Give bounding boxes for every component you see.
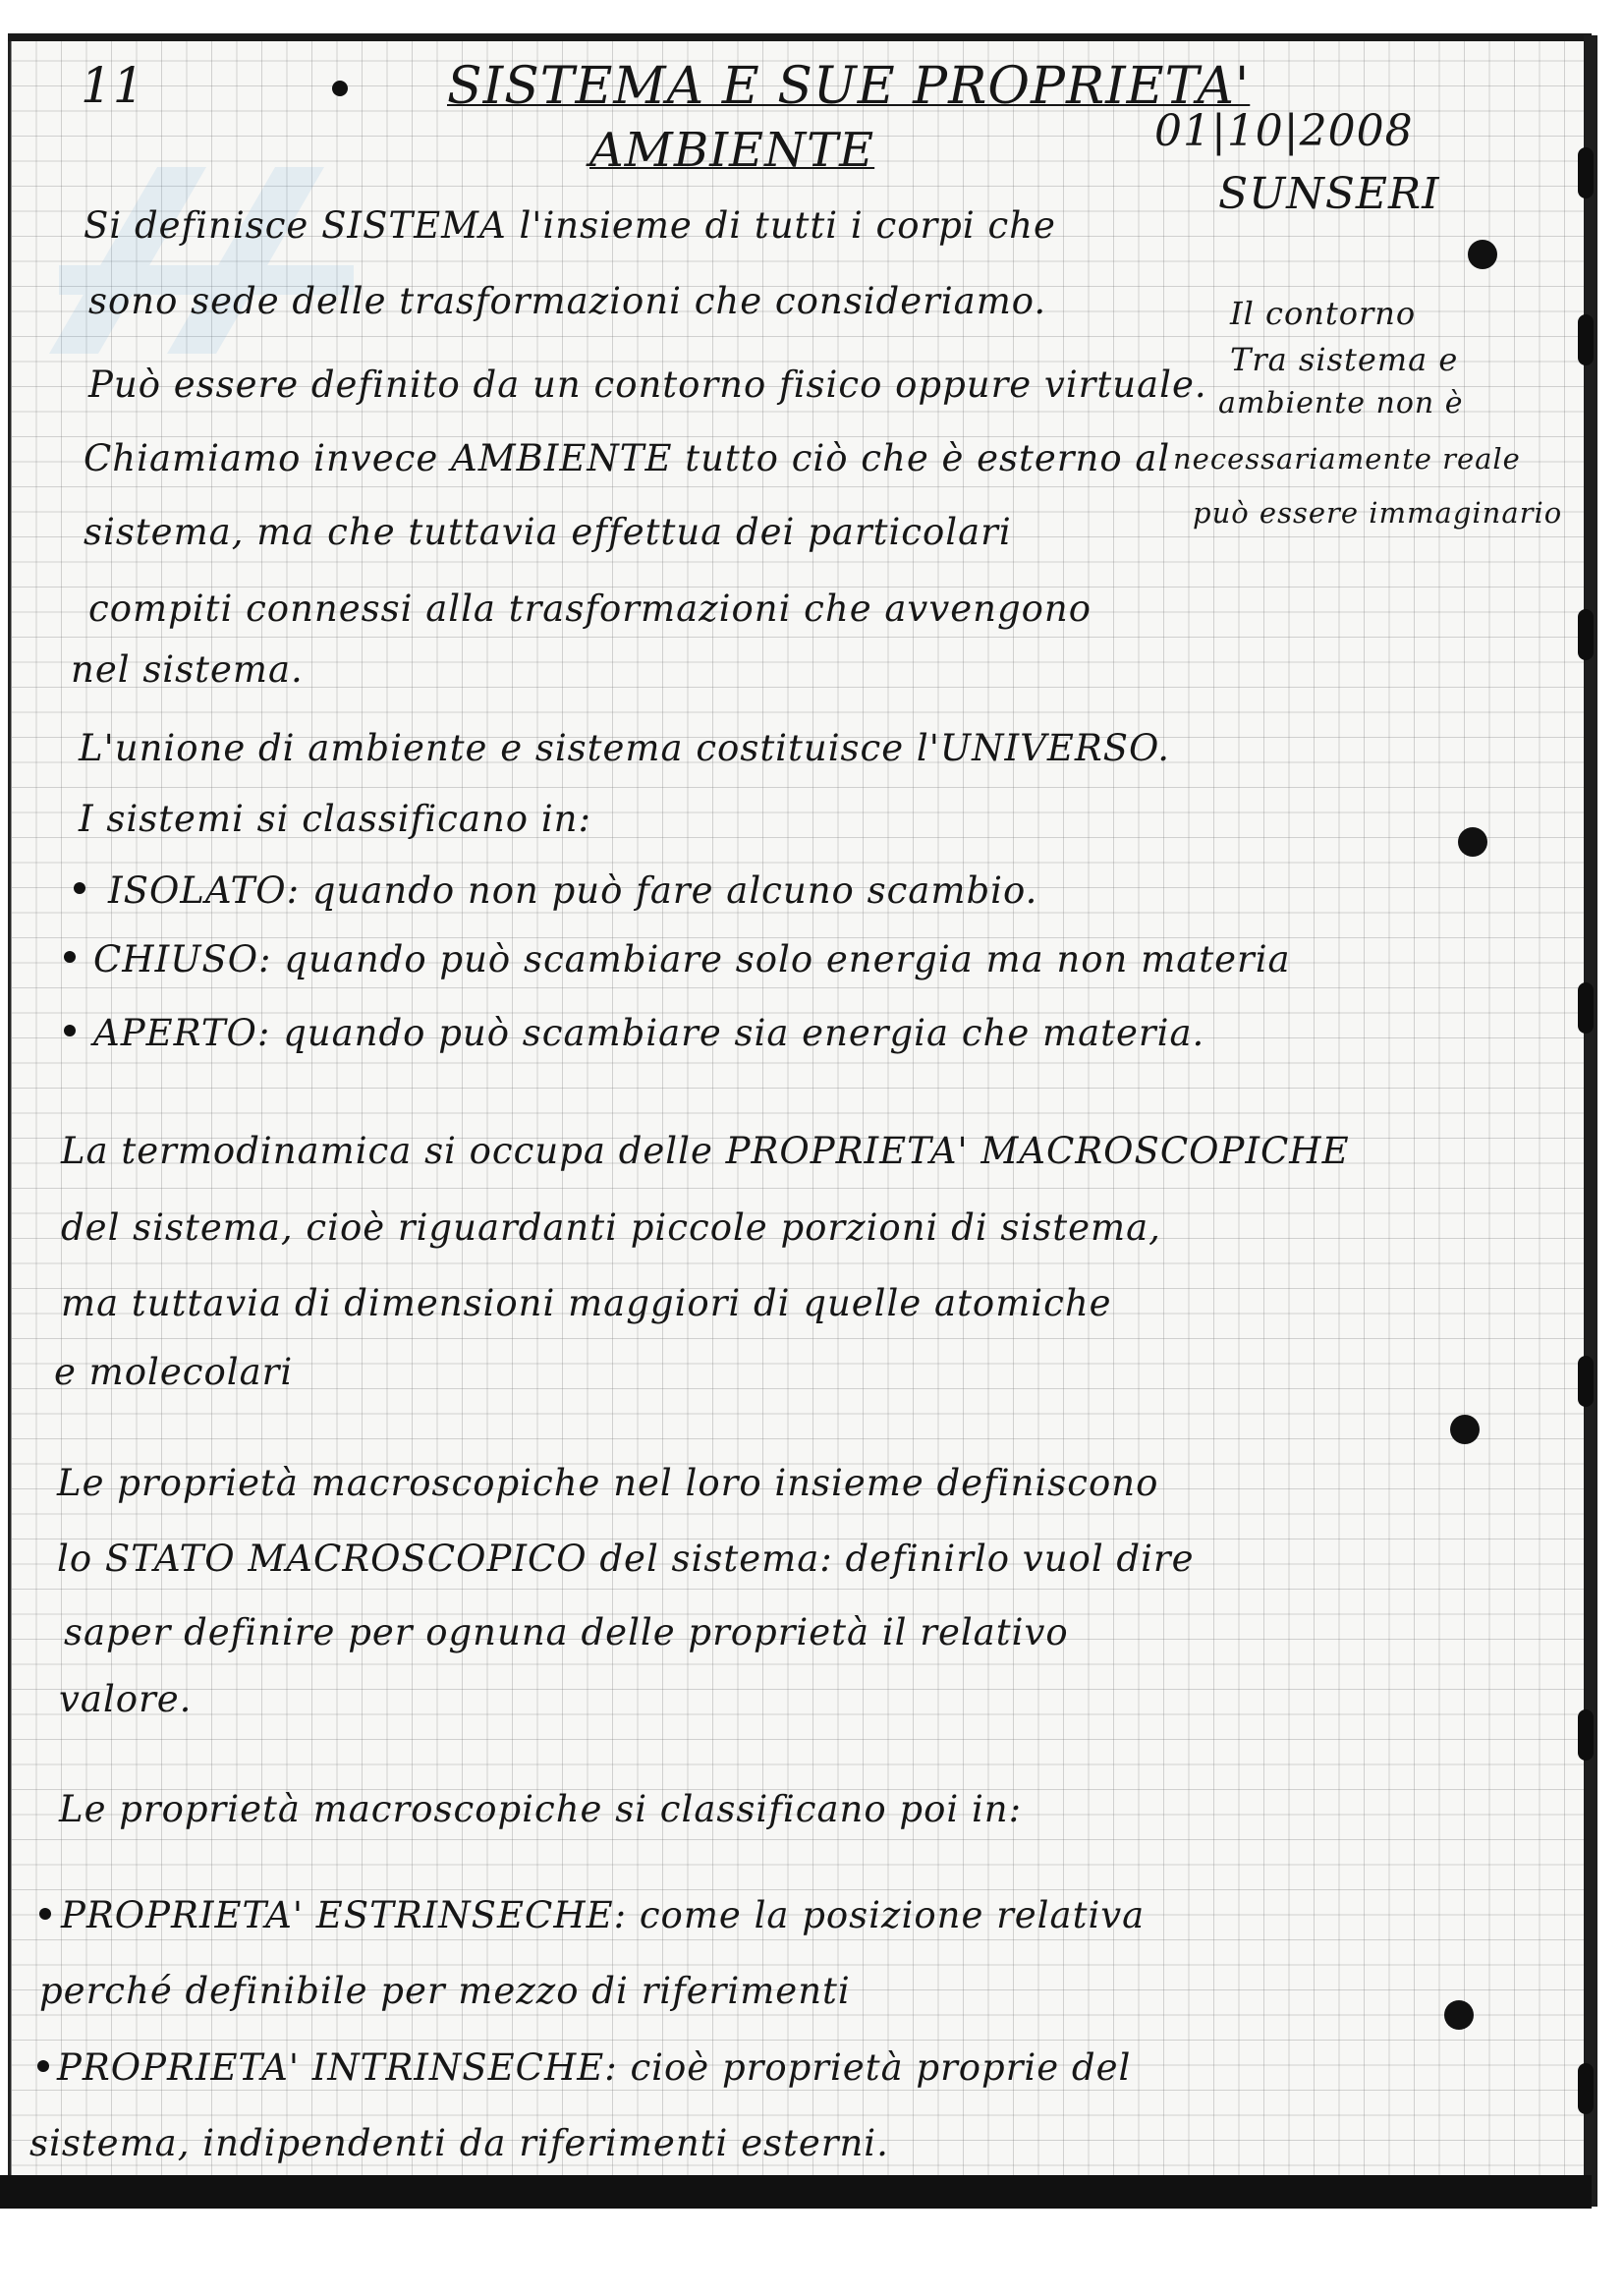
spiral-ring-icon: [1578, 147, 1594, 198]
spiral-ring-icon: [1578, 2063, 1594, 2114]
body-line: sistema, ma che tuttavia effettua dei particolari: [84, 511, 1012, 553]
spiral-ring-icon: [1578, 1709, 1594, 1761]
page-number: 11: [81, 57, 145, 114]
header-bullet-icon: [332, 81, 348, 96]
margin-note-line: Tra sistema e: [1230, 341, 1459, 378]
author-label: SUNSERI: [1218, 169, 1440, 219]
body-line: sistema, indipendenti da riferimenti esterni.: [29, 2122, 889, 2164]
list-bullet-icon: [37, 2060, 49, 2072]
body-line: APERTO: quando può scambiare sia energia che materia.: [93, 1012, 1205, 1054]
watermark-logo: [39, 147, 373, 364]
body-line: Chiamiamo invece AMBIENTE tutto ciò che è esterno al: [84, 437, 1171, 479]
binder-hole-icon: [1458, 827, 1487, 857]
body-line: CHIUSO: quando può scambiare solo energia ma non materia: [93, 938, 1291, 980]
body-line: nel sistema.: [71, 648, 304, 691]
margin-note-line: necessariamente reale: [1173, 442, 1521, 476]
body-line: saper definire per ognuna delle proprietà il relativo: [64, 1611, 1069, 1653]
body-line: lo STATO MACROSCOPICO del sistema: definirlo vuol dire: [57, 1538, 1195, 1580]
body-line: ISOLATO: quando non può fare alcuno scambio.: [108, 869, 1038, 912]
page-title: SISTEMA E SUE PROPRIETA': [447, 57, 1251, 116]
margin-note-line: ambiente non è: [1218, 386, 1464, 420]
list-bullet-icon: [74, 882, 85, 894]
list-bullet-icon: [39, 1908, 51, 1920]
date-label: 01|10|2008: [1154, 106, 1414, 156]
spiral-ring-icon: [1578, 982, 1594, 1034]
body-line: Le proprietà macroscopiche si classificano poi in:: [59, 1788, 1023, 1830]
body-line: Le proprietà macroscopiche nel loro insieme definiscono: [57, 1462, 1159, 1504]
body-line: Si definisce SISTEMA l'insieme di tutti i corpi che: [84, 204, 1056, 247]
body-line: sono sede delle trasformazioni che consideriamo.: [88, 280, 1047, 322]
binder-hole-icon: [1444, 2000, 1474, 2030]
body-line: del sistema, cioè riguardanti piccole porzioni di sistema,: [61, 1206, 1161, 1249]
spiral-ring-icon: [1578, 314, 1594, 365]
margin-note-line: può essere immaginario: [1193, 496, 1563, 530]
body-line: Può essere definito da un contorno fisico oppure virtuale.: [88, 364, 1207, 406]
body-line: perché definibile per mezzo di riferimenti: [39, 1970, 851, 2012]
binder-hole-icon: [1468, 240, 1497, 269]
margin-note-line: Il contorno: [1230, 295, 1417, 332]
page-top-edge: [8, 33, 1592, 41]
list-bullet-icon: [64, 1025, 76, 1036]
spiral-ring-icon: [1578, 1356, 1594, 1407]
binder-hole-icon: [1450, 1415, 1480, 1444]
list-bullet-icon: [64, 951, 76, 963]
page-subtitle: AMBIENTE: [589, 123, 875, 178]
page-bottom-edge: [0, 2175, 1592, 2209]
body-line: PROPRIETA' ESTRINSECHE: come la posizione relativa: [61, 1894, 1146, 1936]
body-line: compiti connessi alla trasformazioni che avvengono: [88, 588, 1092, 630]
body-line: L'unione di ambiente e sistema costituisce l'UNIVERSO.: [79, 727, 1170, 769]
body-line: e molecolari: [54, 1351, 294, 1393]
body-line: La termodinamica si occupa delle PROPRIETA' MACROSCOPICHE: [61, 1130, 1350, 1172]
spiral-ring-icon: [1578, 609, 1594, 660]
body-line: ma tuttavia di dimensioni maggiori di quelle atomiche: [61, 1282, 1112, 1324]
body-line: valore.: [59, 1678, 193, 1720]
body-line: I sistemi si classificano in:: [79, 798, 591, 840]
body-line: PROPRIETA' INTRINSECHE: cioè proprietà proprie del: [57, 2046, 1132, 2089]
